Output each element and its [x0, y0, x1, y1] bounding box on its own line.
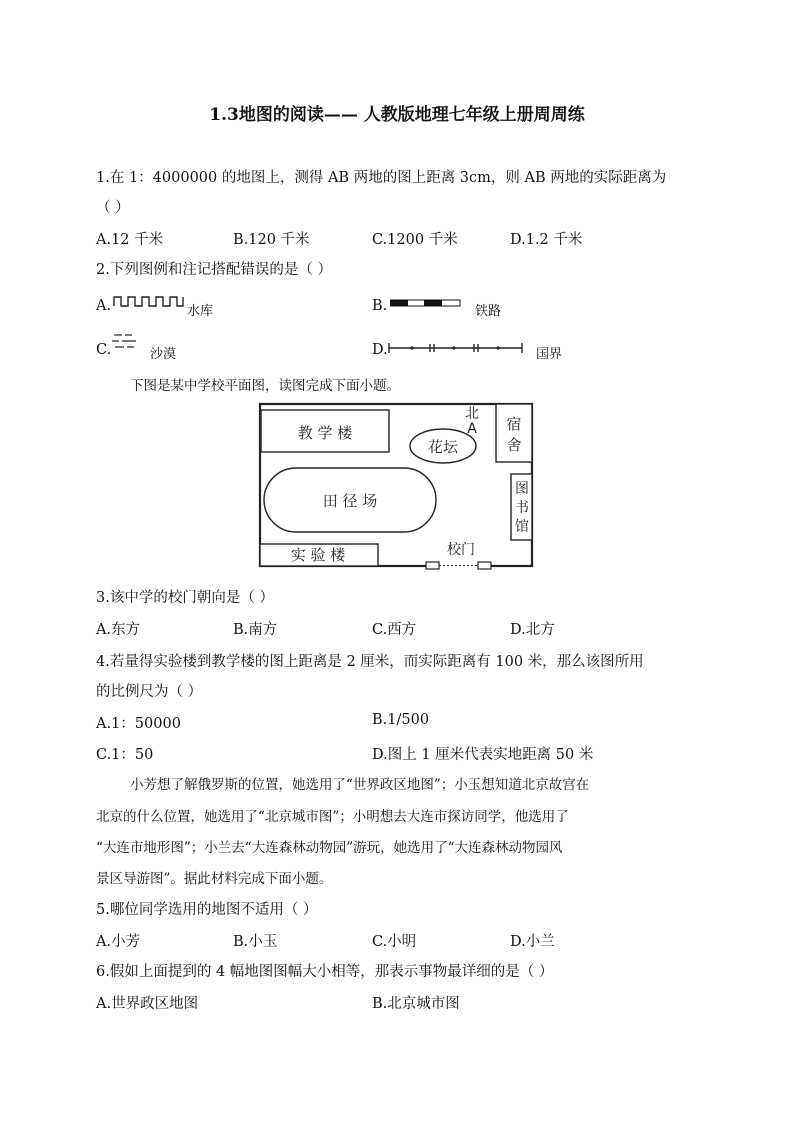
question-1-option-b: B.120 千米 — [233, 232, 310, 248]
library-label-3: 馆 — [515, 519, 529, 535]
map-intro: 下图是某中学校平面图，读图完成下面小题。 — [130, 378, 400, 394]
question-3-stem: 3.该中学的校门朝向是（ ） — [96, 590, 274, 606]
track-field-label: 田 径 场 — [322, 492, 378, 510]
question-5-option-d: D.小兰 — [510, 934, 555, 950]
question-2-option-b-label: 铁路 — [475, 304, 502, 319]
question-2-option-b-letter: B. — [372, 298, 388, 314]
question-3-option-b: B.南方 — [233, 622, 278, 638]
reservoir-legend-icon — [113, 294, 185, 310]
material-line-4: 景区导游图”。据此材料完成下面小题。 — [96, 871, 333, 887]
question-2-option-a-letter: A. — [96, 298, 112, 314]
question-5-option-b: B.小玉 — [233, 934, 278, 950]
page-title: 1.3地图的阅读—— 人教版地理七年级上册周周练 — [209, 105, 585, 125]
gate-label: 校门 — [447, 542, 475, 558]
question-6-stem: 6.假如上面提到的 4 幅地图图幅大小相等，那表示事物最详细的是（ ） — [96, 964, 554, 980]
material-line-2: 北京的什么位置，她选用了“北京城市图”；小明想去大连市探访同学，他选用了 — [96, 809, 569, 825]
question-1-option-d: D.1.2 千米 — [510, 232, 583, 248]
question-6-option-a: A.世界政区地图 — [96, 996, 199, 1012]
question-1-stem: 1.在 1：4000000 的地图上，测得 AB 两地的图上距离 3cm，则 AB 两地的实际距离为 — [96, 170, 667, 186]
dormitory-label-2: 舍 — [506, 436, 522, 454]
question-4-option-c: C.1：50 — [96, 747, 154, 763]
north-label: 北 — [465, 406, 479, 422]
material-line-1: 小芳想了解俄罗斯的位置，她选用了“世界政区地图”；小玉想知道北京故宫在 — [130, 777, 590, 793]
railway-legend-icon — [390, 298, 462, 310]
question-5-option-c: C.小明 — [372, 934, 417, 950]
question-4-stem-line-2: 的比例尺为（ ） — [96, 684, 203, 700]
question-6-option-b: B.北京城市图 — [372, 996, 460, 1012]
question-4-stem-line-1: 4.若量得实验楼到教学楼的图上距离是 2 厘米，而实际距离有 100 米，那么该图所用 — [96, 654, 644, 670]
lab-building-label: 实 验 楼 — [290, 546, 346, 564]
library-label-1: 图 — [515, 481, 529, 497]
gate-post-left — [426, 562, 439, 569]
question-5-stem: 5.哪位同学选用的地图不适用（ ） — [96, 902, 318, 918]
flower-bed-label: 花坛 — [427, 438, 459, 456]
dormitory-label-1: 宿 — [506, 415, 522, 433]
national-border-legend-icon — [388, 341, 524, 355]
question-2-option-d-letter: D. — [372, 342, 388, 358]
question-2-option-c-label: 沙漠 — [150, 347, 177, 362]
question-1-option-c: C.1200 千米 — [372, 232, 458, 248]
material-line-3: “大连市地形图”；小兰去“大连森林动物园”游玩，她选用了“大连森林动物园风 — [96, 840, 563, 856]
question-3-option-a: A.东方 — [96, 622, 141, 638]
question-2-option-a-label: 水库 — [187, 304, 214, 319]
question-3-option-c: C.西方 — [372, 622, 417, 638]
question-4-option-b: B.1/500 — [372, 712, 430, 728]
gate-post-right — [478, 562, 491, 569]
question-2-option-c-letter: C. — [96, 342, 112, 358]
question-1-blank: （ ） — [96, 200, 130, 216]
library-label-2: 书 — [515, 500, 529, 516]
teaching-building-label: 教 学 楼 — [297, 424, 353, 442]
desert-legend-icon — [110, 332, 140, 354]
question-1-option-a: A.12 千米 — [96, 232, 164, 248]
question-4-option-d: D.图上 1 厘米代表实地距离 50 米 — [372, 747, 594, 763]
question-3-option-d: D.北方 — [510, 622, 555, 638]
north-arrow-icon: A — [467, 421, 477, 437]
question-2-option-d-label: 国界 — [536, 347, 563, 362]
question-5-option-a: A.小芳 — [96, 934, 141, 950]
question-2-stem: 2.下列图例和注记搭配错误的是（ ） — [96, 262, 332, 278]
school-map — [258, 402, 534, 570]
question-4-option-a: A.1：50000 — [96, 716, 181, 732]
